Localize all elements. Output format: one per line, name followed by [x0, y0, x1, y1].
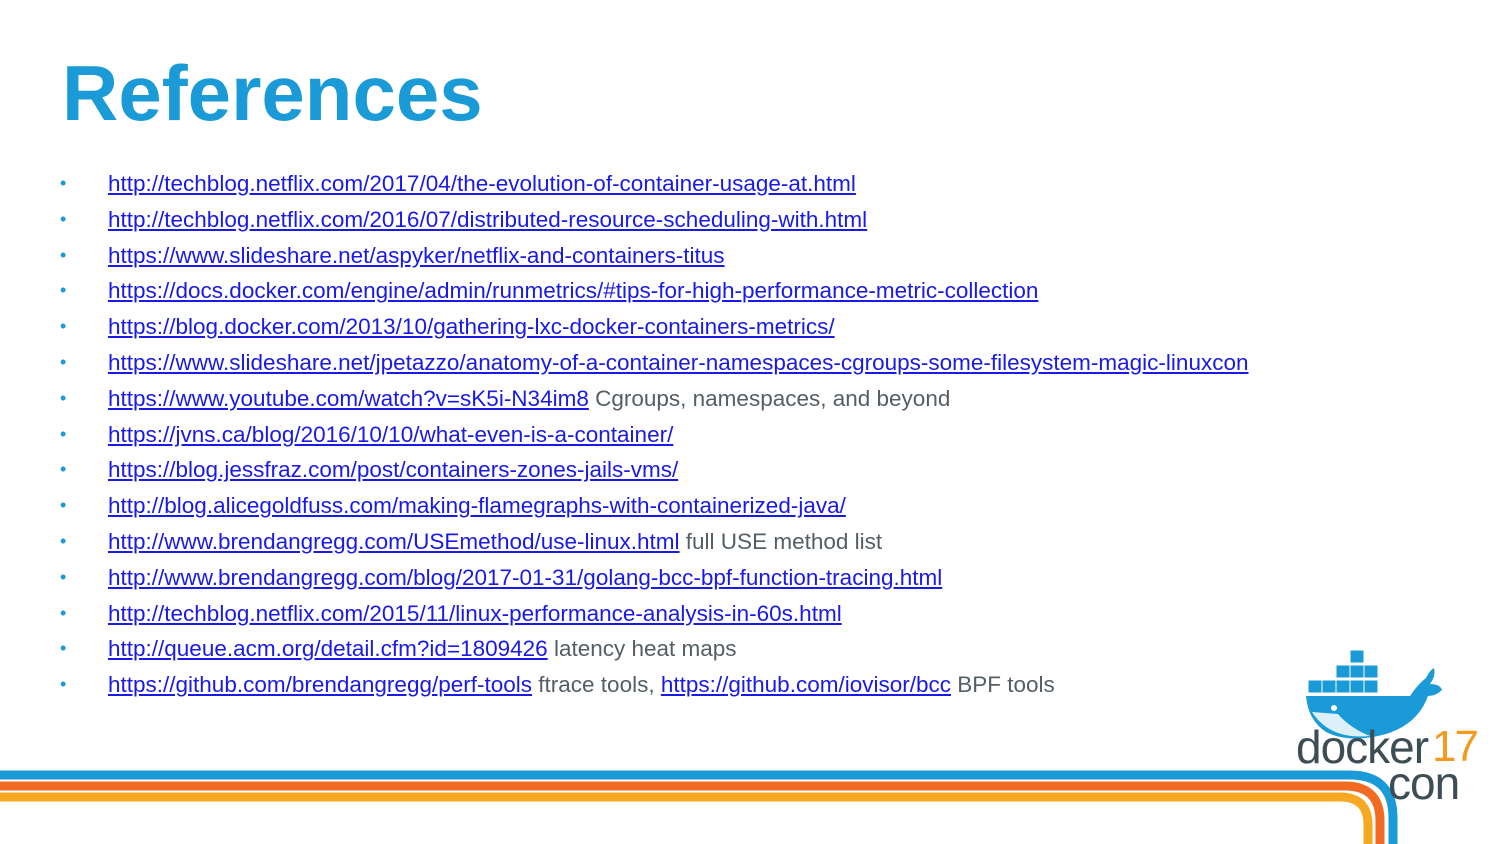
reference-link[interactable]: https://docs.docker.com/engine/admin/runmetrics/#tips-for-high-performance-metric-collection	[108, 278, 1039, 304]
reference-note: Cgroups, namespaces, and beyond	[595, 385, 951, 411]
list-item	[60, 560, 1390, 596]
list-item	[60, 309, 1390, 345]
bullet-icon: •	[60, 351, 67, 372]
reference-body	[108, 309, 835, 344]
reference-body	[108, 667, 1055, 702]
reference-link[interactable]: https://github.com/brendangregg/perf-tools	[108, 672, 533, 698]
reference-link[interactable]: https://www.slideshare.net/jpetazzo/anatomy-of-a-container-namespaces-cgroups-some-filesystem-magic-linuxcon	[108, 349, 1249, 375]
reference-body	[108, 238, 725, 273]
bullet-icon: •	[60, 602, 67, 623]
reference-link[interactable]: http://queue.acm.org/detail.cfm?id=1809426	[108, 636, 548, 662]
reference-link[interactable]: https://blog.docker.com/2013/10/gathering-lxc-docker-containers-metrics/	[108, 314, 835, 340]
reference-body	[108, 166, 856, 201]
reference-link[interactable]: https://www.youtube.com/watch?v=sK5i-N34im8	[108, 385, 589, 411]
bullet-icon: •	[60, 173, 67, 193]
list-item	[60, 381, 1390, 417]
reference-note: full USE method list	[685, 528, 883, 554]
list-item	[60, 166, 1390, 202]
reference-note: BPF tools	[957, 672, 1055, 698]
reference-note: ftrace tools,	[538, 672, 655, 698]
reference-body	[108, 524, 882, 559]
reference-link[interactable]: https://blog.jessfraz.com/post/containers-zones-jails-vms/	[108, 457, 679, 483]
bullet-icon: •	[60, 530, 67, 551]
bullet-icon: •	[60, 423, 67, 444]
logo-suffix: con	[1388, 757, 1460, 809]
reference-link[interactable]: http://techblog.netflix.com/2016/07/distributed-resource-scheduling-with.html	[108, 206, 868, 232]
reference-link[interactable]: http://www.brendangregg.com/blog/2017-01-31/golang-bcc-bpf-function-tracing.html	[108, 564, 943, 590]
bullet-icon: •	[60, 495, 67, 516]
bullet-icon: •	[60, 566, 67, 587]
list-item	[60, 667, 1390, 703]
list-item	[60, 238, 1390, 274]
reference-body	[108, 417, 673, 452]
reference-link[interactable]: https://jvns.ca/blog/2016/10/10/what-even-is-a-container/	[108, 421, 674, 447]
reference-link[interactable]: http://www.brendangregg.com/USEmethod/use-linux.html	[108, 528, 680, 554]
reference-body	[108, 631, 737, 666]
list-item	[60, 631, 1390, 667]
stripe-blue	[0, 775, 1393, 844]
reference-body	[108, 202, 867, 237]
stripe-orange	[0, 786, 1380, 844]
logo-word: docker	[1296, 721, 1429, 773]
page-title: References	[62, 49, 483, 137]
list-item	[60, 524, 1390, 560]
list-item	[60, 488, 1390, 524]
reference-body	[108, 488, 846, 523]
list-item	[60, 417, 1390, 453]
bullet-icon: •	[60, 674, 67, 695]
reference-body	[108, 560, 942, 595]
reference-body	[108, 345, 1248, 380]
list-item	[60, 345, 1390, 381]
bullet-icon: •	[60, 387, 67, 408]
list-item	[60, 273, 1390, 309]
bullet-icon: •	[60, 280, 67, 301]
bullet-icon: •	[60, 208, 67, 229]
reference-link[interactable]: http://blog.alicegoldfuss.com/making-flamegraphs-with-containerized-java/	[108, 493, 846, 519]
reference-note: latency heat maps	[553, 636, 737, 662]
bullet-icon: •	[60, 638, 67, 659]
reference-body	[108, 381, 950, 416]
reference-link[interactable]: https://www.slideshare.net/aspyker/netflix-and-containers-titus	[108, 242, 725, 268]
stripe-yellow	[0, 797, 1368, 844]
logo-number: 17	[1432, 722, 1477, 771]
list-item	[60, 202, 1390, 238]
bullet-icon: •	[60, 459, 67, 480]
reference-body	[108, 596, 842, 631]
reference-link[interactable]: http://techblog.netflix.com/2017/04/the-evolution-of-container-usage-at.html	[108, 171, 856, 196]
bullet-icon: •	[60, 244, 67, 265]
list-item	[60, 596, 1390, 632]
bullet-icon: •	[60, 316, 67, 337]
reference-link[interactable]: https://github.com/iovisor/bcc	[660, 672, 951, 698]
reference-body	[108, 452, 678, 487]
reference-body	[108, 273, 1038, 308]
reference-link[interactable]: http://techblog.netflix.com/2015/11/linux-performance-analysis-in-60s.html	[108, 600, 842, 626]
list-item	[60, 452, 1390, 488]
reference-list	[60, 166, 1390, 703]
